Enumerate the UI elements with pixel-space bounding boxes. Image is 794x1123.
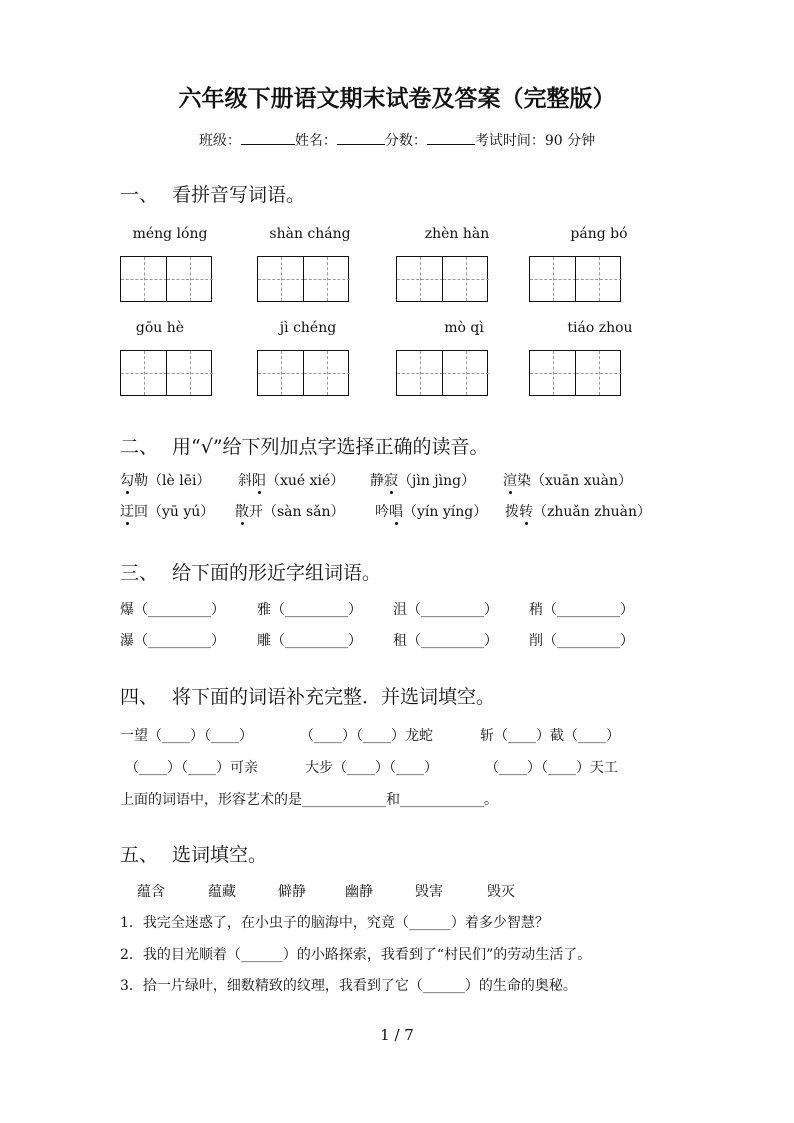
idiom-blank[interactable]: （____）（____）龙蛇 — [300, 728, 433, 744]
dotted-char: 迂 — [120, 501, 134, 521]
pinyin: zhèn hàn — [424, 226, 490, 242]
time-label: 考试时间：90 分钟 — [474, 133, 596, 149]
plain-char: 静 — [370, 473, 384, 489]
reading-options: （jìn jìng） — [398, 473, 476, 489]
reading-item[interactable] — [235, 501, 345, 521]
name-blank[interactable] — [337, 130, 385, 145]
idiom-blank[interactable]: 斩（____）截（____） — [480, 728, 620, 744]
section-title: 将下面的词语补充完整．并选词填空。 — [172, 686, 496, 708]
class-blank[interactable] — [241, 130, 295, 145]
word-choice: 僻静 — [278, 884, 306, 900]
plain-char: 斜 — [238, 473, 252, 489]
writing-grid[interactable] — [529, 256, 621, 302]
writing-grid[interactable] — [396, 350, 488, 396]
word-blank[interactable]: 沮（_________） — [393, 602, 498, 618]
writing-grid[interactable] — [257, 350, 349, 396]
reading-item[interactable] — [503, 470, 632, 490]
name-label: 姓名： — [294, 133, 337, 149]
pinyin: jì chéng — [279, 320, 337, 336]
section-3-heading — [120, 558, 381, 585]
word-blank[interactable]: 削（_________） — [529, 633, 634, 649]
writing-grid[interactable] — [529, 350, 621, 396]
reading-options: （yín yíng） — [403, 504, 488, 520]
word-blank[interactable]: 租（_________） — [393, 633, 498, 649]
word-blank[interactable]: 爆（_________） — [120, 602, 225, 618]
section-number: 二、 — [120, 436, 159, 458]
reading-item[interactable] — [370, 470, 475, 490]
section-title: 用“√”给下列加点字选择正确的读音。 — [172, 436, 489, 458]
dotted-char: 唱 — [389, 501, 403, 521]
writing-grid[interactable] — [120, 256, 212, 302]
word-choice: 蕴藏 — [208, 884, 236, 900]
pinyin: tiáo zhou — [567, 320, 633, 336]
writing-grid[interactable] — [396, 256, 488, 302]
dotted-char: 渲 — [503, 470, 517, 490]
reading-options: 开（sàn sǎn） — [249, 504, 345, 520]
writing-grid[interactable] — [257, 256, 349, 302]
idiom-blank[interactable]: （____）（____）可亲 — [125, 760, 258, 776]
pinyin: páng bó — [570, 226, 628, 242]
reading-options: （xué xié） — [266, 473, 345, 489]
section-title: 给下面的形近字组词语。 — [172, 562, 382, 584]
reading-item[interactable] — [120, 470, 210, 490]
section-number: 三、 — [120, 562, 159, 584]
section-5-heading — [120, 840, 267, 867]
word-blank[interactable]: 雅（_________） — [257, 602, 362, 618]
section-2-heading — [120, 432, 489, 459]
word-blank[interactable]: 雕（_________） — [257, 633, 362, 649]
score-blank[interactable] — [427, 130, 475, 145]
page-title: 六年级下册语文期末试卷及答案（完整版） — [178, 85, 616, 112]
page-number: 1 / 7 — [380, 1026, 414, 1044]
dotted-char: 寂 — [384, 470, 398, 490]
idiom-blank[interactable]: 一望（____）（____） — [120, 728, 253, 744]
word-choice: 毁害 — [415, 884, 443, 900]
pinyin: shàn cháng — [269, 226, 351, 242]
idiom-question[interactable]: 上面的词语中，形容艺术的是____________和____________。 — [120, 792, 498, 808]
dotted-char: 阳 — [252, 470, 266, 490]
fill-question[interactable]: 3．拾一片绿叶，细数精致的纹理，我看到了它（______）的生命的奥秘。 — [120, 978, 577, 994]
section-number: 一、 — [120, 184, 159, 206]
reading-options: 回（yū yú） — [134, 504, 215, 520]
reading-item[interactable] — [375, 501, 487, 521]
idiom-blank[interactable]: （____）（____）天工 — [485, 760, 618, 776]
dotted-char: 转 — [519, 501, 533, 521]
word-blank[interactable]: 瀑（_________） — [120, 633, 225, 649]
reading-options: 勒（lè lēi） — [134, 473, 211, 489]
section-number: 五、 — [120, 844, 159, 866]
reading-options: 染（xuān xuàn） — [517, 473, 633, 489]
idiom-blank[interactable]: 大步（____）（____） — [305, 760, 438, 776]
reading-options: （zhuǎn zhuàn） — [533, 504, 651, 520]
fill-question[interactable]: 1．我完全迷惑了，在小虫子的脑海中，究竟（______）着多少智慧？ — [120, 915, 549, 931]
dotted-char: 勾 — [120, 470, 134, 490]
reading-item[interactable] — [505, 501, 651, 521]
score-label: 分数： — [384, 133, 427, 149]
dotted-char: 散 — [235, 501, 249, 521]
plain-char: 拨 — [505, 504, 519, 520]
section-title: 看拼音写词语。 — [172, 184, 306, 206]
plain-char: 吟 — [375, 504, 389, 520]
word-choice: 毁灭 — [487, 884, 515, 900]
reading-item[interactable] — [238, 470, 344, 490]
pinyin: gōu hè — [135, 320, 185, 336]
section-title: 选词填空。 — [172, 844, 268, 866]
reading-item[interactable] — [120, 501, 214, 521]
pinyin: méng lóng — [132, 226, 208, 242]
student-info-line — [0, 130, 794, 150]
pinyin: mò qì — [444, 320, 484, 336]
word-choice: 蕴含 — [137, 884, 165, 900]
writing-grid[interactable] — [120, 350, 212, 396]
class-label: 班级： — [198, 133, 241, 149]
section-number: 四、 — [120, 686, 159, 708]
section-4-heading — [120, 682, 495, 709]
word-blank[interactable]: 稍（_________） — [529, 602, 634, 618]
section-1-heading — [120, 180, 305, 207]
fill-question[interactable]: 2．我的目光顺着（______）的小路探索，我看到了“村民们”的劳动生活了。 — [120, 947, 592, 963]
word-choice: 幽静 — [345, 884, 373, 900]
